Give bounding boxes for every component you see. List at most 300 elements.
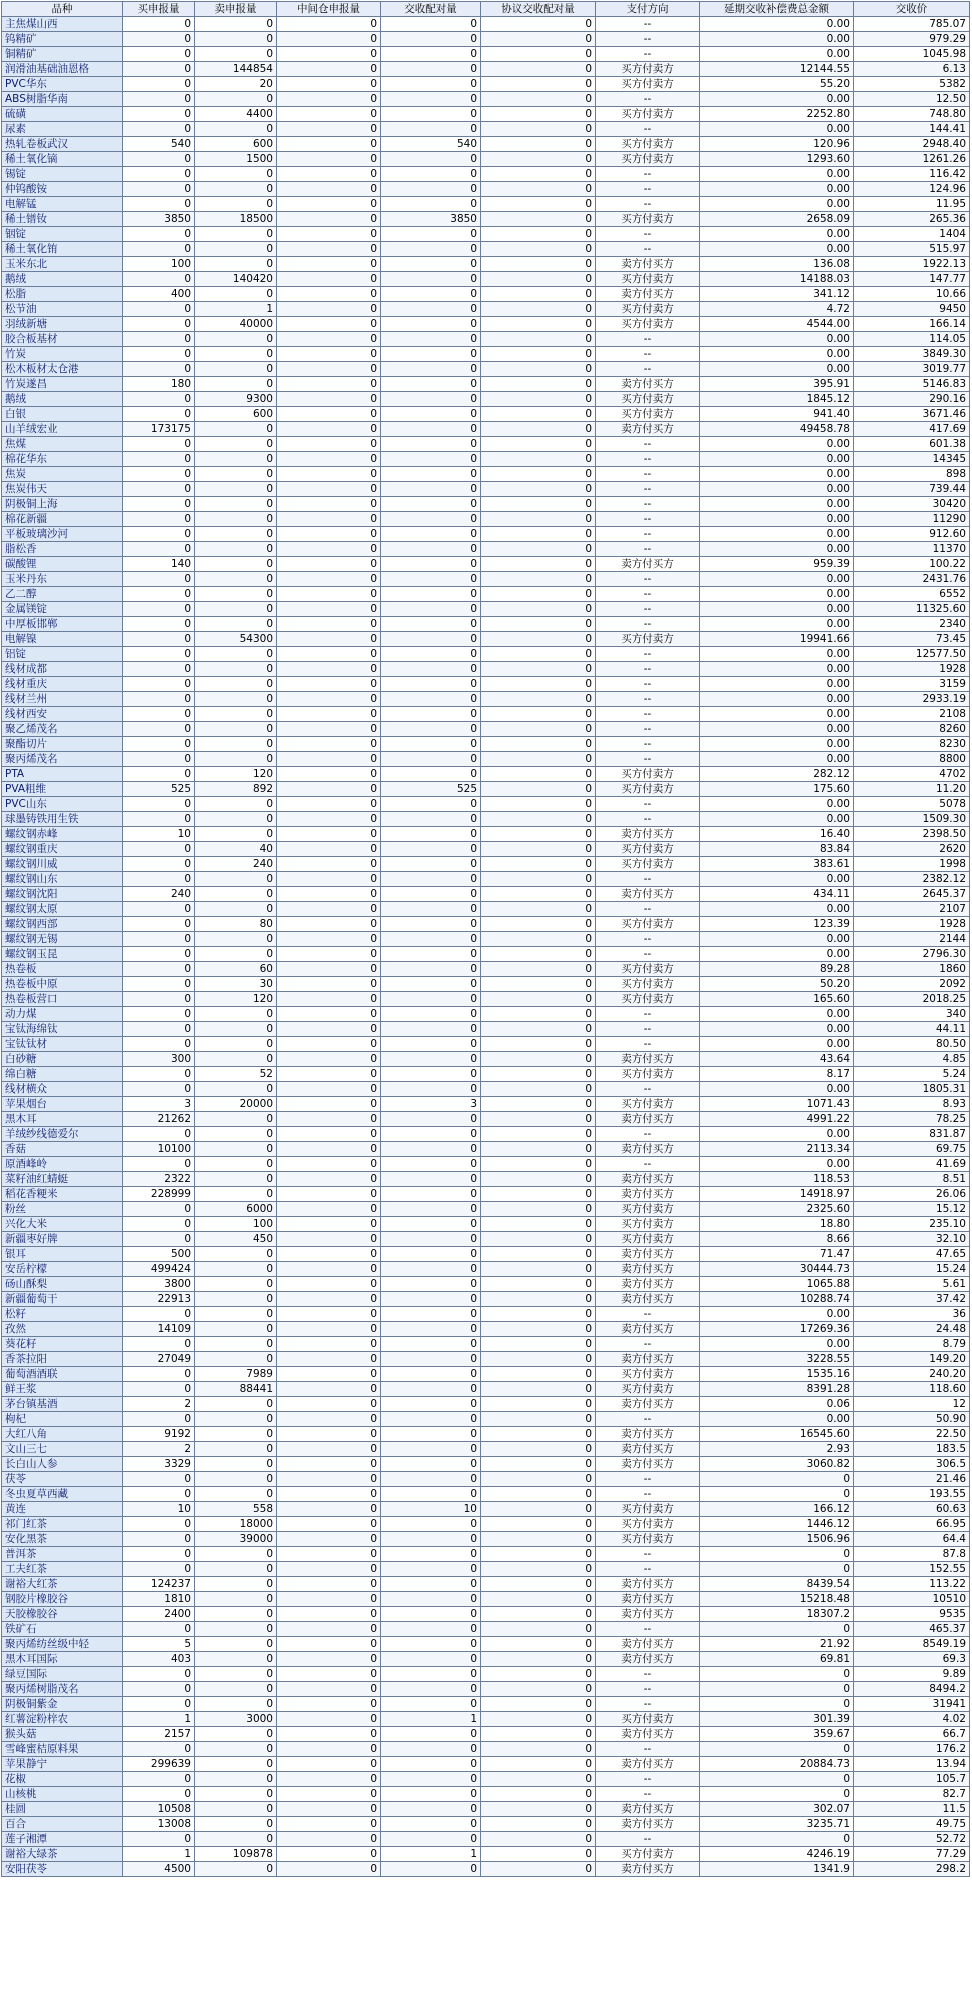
- table-row: [2, 1382, 970, 1397]
- cell-matched-qty: 0: [381, 257, 481, 272]
- cell-delivery-price: 11.5: [854, 1802, 970, 1817]
- cell-sell-declared: 0: [195, 1487, 277, 1502]
- cell-variety: 铟锭: [2, 227, 123, 242]
- cell-payment-direction: --: [596, 1307, 700, 1322]
- cell-matched-qty: 0: [381, 167, 481, 182]
- cell-matched-qty: 0: [381, 332, 481, 347]
- cell-intermediate-declared: 0: [277, 1067, 381, 1082]
- cell-payment-direction: 买方付卖方: [596, 407, 700, 422]
- cell-intermediate-declared: 0: [277, 1532, 381, 1547]
- cell-intermediate-declared: 0: [277, 437, 381, 452]
- cell-delivery-price: 2018.25: [854, 992, 970, 1007]
- cell-buy-declared: 5: [123, 1637, 195, 1652]
- cell-sell-declared: 0: [195, 1442, 277, 1457]
- cell-variety: 胶合板基材: [2, 332, 123, 347]
- cell-payment-direction: --: [596, 332, 700, 347]
- table-row: [2, 362, 970, 377]
- cell-buy-declared: 0: [123, 752, 195, 767]
- cell-delivery-price: 8230: [854, 737, 970, 752]
- cell-agreement-matched-qty: 0: [481, 122, 596, 137]
- cell-payment-direction: 买方付卖方: [596, 1532, 700, 1547]
- cell-sell-declared: 1: [195, 302, 277, 317]
- cell-delivery-price: 1805.31: [854, 1082, 970, 1097]
- cell-sell-declared: 0: [195, 242, 277, 257]
- cell-sell-declared: 39000: [195, 1532, 277, 1547]
- cell-deferred-compensation-total: 0.00: [700, 527, 854, 542]
- cell-variety: PVC华东: [2, 77, 123, 92]
- cell-agreement-matched-qty: 0: [481, 962, 596, 977]
- cell-buy-declared: 0: [123, 797, 195, 812]
- cell-buy-declared: 0: [123, 1382, 195, 1397]
- cell-payment-direction: --: [596, 1037, 700, 1052]
- cell-delivery-price: 4.02: [854, 1712, 970, 1727]
- cell-sell-declared: 600: [195, 137, 277, 152]
- cell-delivery-price: 8494.2: [854, 1682, 970, 1697]
- header-variety: 品种: [2, 2, 123, 17]
- cell-deferred-compensation-total: 0: [700, 1487, 854, 1502]
- cell-payment-direction: 买方付卖方: [596, 1712, 700, 1727]
- cell-variety: 螺纹钢山东: [2, 872, 123, 887]
- cell-variety: PVC山东: [2, 797, 123, 812]
- cell-variety: 稻花香粳米: [2, 1187, 123, 1202]
- cell-delivery-price: 11.95: [854, 197, 970, 212]
- cell-payment-direction: 卖方付买方: [596, 1802, 700, 1817]
- cell-agreement-matched-qty: 0: [481, 92, 596, 107]
- cell-variety: 焦炭: [2, 467, 123, 482]
- cell-variety: 新疆枣好牌: [2, 1232, 123, 1247]
- cell-buy-declared: 0: [123, 467, 195, 482]
- table-row: [2, 827, 970, 842]
- cell-intermediate-declared: 0: [277, 1787, 381, 1802]
- cell-agreement-matched-qty: 0: [481, 632, 596, 647]
- cell-delivery-price: 152.55: [854, 1562, 970, 1577]
- cell-payment-direction: 卖方付买方: [596, 1652, 700, 1667]
- table-row: [2, 662, 970, 677]
- cell-payment-direction: --: [596, 1682, 700, 1697]
- cell-buy-declared: 0: [123, 527, 195, 542]
- cell-intermediate-declared: 0: [277, 362, 381, 377]
- cell-payment-direction: 买方付卖方: [596, 1382, 700, 1397]
- cell-payment-direction: 买方付卖方: [596, 1202, 700, 1217]
- cell-variety: 热卷板营口: [2, 992, 123, 1007]
- cell-matched-qty: 0: [381, 1412, 481, 1427]
- table-row: [2, 542, 970, 557]
- cell-variety: 仲钨酸铵: [2, 182, 123, 197]
- cell-sell-declared: 0: [195, 1082, 277, 1097]
- cell-variety: 羽绒新塘: [2, 317, 123, 332]
- cell-matched-qty: 0: [381, 1802, 481, 1817]
- cell-variety: 白银: [2, 407, 123, 422]
- cell-buy-declared: 10100: [123, 1142, 195, 1157]
- table-header-row: [2, 2, 970, 17]
- cell-intermediate-declared: 0: [277, 812, 381, 827]
- cell-delivery-price: 32.10: [854, 1232, 970, 1247]
- cell-matched-qty: 1: [381, 1847, 481, 1862]
- cell-sell-declared: 0: [195, 1607, 277, 1622]
- cell-matched-qty: 0: [381, 107, 481, 122]
- cell-payment-direction: --: [596, 47, 700, 62]
- cell-agreement-matched-qty: 0: [481, 1547, 596, 1562]
- cell-delivery-price: 3159: [854, 677, 970, 692]
- cell-agreement-matched-qty: 0: [481, 1442, 596, 1457]
- cell-matched-qty: 0: [381, 1307, 481, 1322]
- cell-delivery-price: 166.14: [854, 317, 970, 332]
- cell-buy-declared: 0: [123, 947, 195, 962]
- cell-variety: 山羊绒宏业: [2, 422, 123, 437]
- cell-intermediate-declared: 0: [277, 1172, 381, 1187]
- cell-matched-qty: 0: [381, 227, 481, 242]
- cell-variety: 聚丙烯树脂茂名: [2, 1682, 123, 1697]
- cell-matched-qty: 0: [381, 1727, 481, 1742]
- cell-deferred-compensation-total: 0.00: [700, 692, 854, 707]
- table-row: [2, 1847, 970, 1862]
- header-delivery-price: 交收价: [854, 2, 970, 17]
- cell-agreement-matched-qty: 0: [481, 77, 596, 92]
- cell-buy-declared: 0: [123, 857, 195, 872]
- cell-variety: 主焦煤山西: [2, 17, 123, 32]
- cell-buy-declared: 1: [123, 1847, 195, 1862]
- cell-sell-declared: 120: [195, 767, 277, 782]
- cell-deferred-compensation-total: 0.00: [700, 17, 854, 32]
- cell-sell-declared: 0: [195, 617, 277, 632]
- cell-deferred-compensation-total: 959.39: [700, 557, 854, 572]
- table-row: [2, 1172, 970, 1187]
- cell-sell-declared: 0: [195, 332, 277, 347]
- cell-matched-qty: 3: [381, 1097, 481, 1112]
- cell-agreement-matched-qty: 0: [481, 617, 596, 632]
- cell-sell-declared: 0: [195, 557, 277, 572]
- cell-buy-declared: 0: [123, 272, 195, 287]
- cell-buy-declared: 2322: [123, 1172, 195, 1187]
- cell-deferred-compensation-total: 0.00: [700, 812, 854, 827]
- cell-variety: 脂松香: [2, 542, 123, 557]
- cell-delivery-price: 3019.77: [854, 362, 970, 377]
- cell-delivery-price: 149.20: [854, 1352, 970, 1367]
- cell-agreement-matched-qty: 0: [481, 917, 596, 932]
- cell-agreement-matched-qty: 0: [481, 707, 596, 722]
- cell-buy-declared: 0: [123, 1337, 195, 1352]
- cell-delivery-price: 12: [854, 1397, 970, 1412]
- cell-deferred-compensation-total: 2658.09: [700, 212, 854, 227]
- cell-intermediate-declared: 0: [277, 32, 381, 47]
- cell-variety: 热卷板中原: [2, 977, 123, 992]
- cell-agreement-matched-qty: 0: [481, 1307, 596, 1322]
- cell-matched-qty: 0: [381, 62, 481, 77]
- cell-sell-declared: 0: [195, 1472, 277, 1487]
- cell-deferred-compensation-total: 0.00: [700, 707, 854, 722]
- cell-agreement-matched-qty: 0: [481, 1382, 596, 1397]
- cell-matched-qty: 0: [381, 1202, 481, 1217]
- table-row: [2, 1802, 970, 1817]
- cell-sell-declared: 0: [195, 1157, 277, 1172]
- cell-delivery-price: 515.97: [854, 242, 970, 257]
- cell-delivery-price: 4702: [854, 767, 970, 782]
- cell-matched-qty: 0: [381, 1682, 481, 1697]
- table-row: [2, 1757, 970, 1772]
- cell-agreement-matched-qty: 0: [481, 1667, 596, 1682]
- cell-intermediate-declared: 0: [277, 707, 381, 722]
- cell-agreement-matched-qty: 0: [481, 1397, 596, 1412]
- cell-matched-qty: 0: [381, 437, 481, 452]
- cell-buy-declared: 0: [123, 962, 195, 977]
- cell-buy-declared: 240: [123, 887, 195, 902]
- cell-delivery-price: 601.38: [854, 437, 970, 452]
- cell-buy-declared: 0: [123, 32, 195, 47]
- cell-delivery-price: 5382: [854, 77, 970, 92]
- cell-intermediate-declared: 0: [277, 1667, 381, 1682]
- table-row: [2, 1292, 970, 1307]
- cell-agreement-matched-qty: 0: [481, 407, 596, 422]
- cell-intermediate-declared: 0: [277, 542, 381, 557]
- cell-payment-direction: --: [596, 692, 700, 707]
- cell-deferred-compensation-total: 166.12: [700, 1502, 854, 1517]
- cell-agreement-matched-qty: 0: [481, 1832, 596, 1847]
- cell-sell-declared: 0: [195, 1637, 277, 1652]
- cell-agreement-matched-qty: 0: [481, 1562, 596, 1577]
- cell-payment-direction: 卖方付买方: [596, 1817, 700, 1832]
- cell-buy-declared: 0: [123, 1307, 195, 1322]
- table-row: [2, 707, 970, 722]
- cell-sell-declared: 0: [195, 1007, 277, 1022]
- cell-matched-qty: 0: [381, 797, 481, 812]
- cell-agreement-matched-qty: 0: [481, 1112, 596, 1127]
- cell-agreement-matched-qty: 0: [481, 137, 596, 152]
- cell-intermediate-declared: 0: [277, 992, 381, 1007]
- cell-sell-declared: 0: [195, 92, 277, 107]
- cell-matched-qty: 0: [381, 1667, 481, 1682]
- table-row: [2, 1517, 970, 1532]
- cell-delivery-price: 6.13: [854, 62, 970, 77]
- cell-payment-direction: --: [596, 1487, 700, 1502]
- cell-intermediate-declared: 0: [277, 197, 381, 212]
- cell-buy-declared: 525: [123, 782, 195, 797]
- cell-delivery-price: 9535: [854, 1607, 970, 1622]
- cell-matched-qty: 0: [381, 497, 481, 512]
- cell-delivery-price: 64.4: [854, 1532, 970, 1547]
- cell-matched-qty: 0: [381, 872, 481, 887]
- cell-deferred-compensation-total: 0.00: [700, 182, 854, 197]
- cell-matched-qty: 0: [381, 1457, 481, 1472]
- cell-payment-direction: --: [596, 452, 700, 467]
- cell-intermediate-declared: 0: [277, 857, 381, 872]
- cell-variety: 银耳: [2, 1247, 123, 1262]
- cell-matched-qty: 0: [381, 767, 481, 782]
- cell-variety: 桂圆: [2, 1802, 123, 1817]
- cell-agreement-matched-qty: 0: [481, 977, 596, 992]
- table-row: [2, 1862, 970, 1877]
- cell-deferred-compensation-total: 19941.66: [700, 632, 854, 647]
- cell-delivery-price: 22.50: [854, 1427, 970, 1442]
- cell-sell-declared: 0: [195, 1037, 277, 1052]
- cell-buy-declared: 173175: [123, 422, 195, 437]
- cell-payment-direction: 买方付卖方: [596, 632, 700, 647]
- cell-delivery-price: 77.29: [854, 1847, 970, 1862]
- cell-buy-declared: 0: [123, 722, 195, 737]
- cell-intermediate-declared: 0: [277, 1817, 381, 1832]
- cell-matched-qty: 0: [381, 152, 481, 167]
- cell-agreement-matched-qty: 0: [481, 737, 596, 752]
- cell-payment-direction: 卖方付买方: [596, 257, 700, 272]
- cell-matched-qty: 0: [381, 32, 481, 47]
- cell-delivery-price: 26.06: [854, 1187, 970, 1202]
- table-row: [2, 1637, 970, 1652]
- table-row: [2, 737, 970, 752]
- table-row: [2, 122, 970, 137]
- cell-matched-qty: 0: [381, 77, 481, 92]
- cell-deferred-compensation-total: 89.28: [700, 962, 854, 977]
- cell-matched-qty: 0: [381, 917, 481, 932]
- cell-payment-direction: --: [596, 1337, 700, 1352]
- cell-deferred-compensation-total: 50.20: [700, 977, 854, 992]
- cell-deferred-compensation-total: 3060.82: [700, 1457, 854, 1472]
- cell-matched-qty: 0: [381, 482, 481, 497]
- cell-buy-declared: 0: [123, 647, 195, 662]
- cell-variety: 聚乙烯茂名: [2, 722, 123, 737]
- cell-buy-declared: 0: [123, 737, 195, 752]
- cell-intermediate-declared: 0: [277, 632, 381, 647]
- cell-payment-direction: --: [596, 1697, 700, 1712]
- cell-intermediate-declared: 0: [277, 1742, 381, 1757]
- table-row: [2, 1442, 970, 1457]
- cell-matched-qty: 0: [381, 1127, 481, 1142]
- cell-agreement-matched-qty: 0: [481, 872, 596, 887]
- table-row: [2, 647, 970, 662]
- cell-sell-declared: 0: [195, 377, 277, 392]
- table-row: [2, 317, 970, 332]
- cell-matched-qty: 0: [381, 587, 481, 602]
- cell-matched-qty: 10: [381, 1502, 481, 1517]
- cell-deferred-compensation-total: 0.00: [700, 1307, 854, 1322]
- table-row: [2, 1487, 970, 1502]
- cell-intermediate-declared: 0: [277, 1262, 381, 1277]
- cell-variety: PVA粗维: [2, 782, 123, 797]
- cell-agreement-matched-qty: 0: [481, 1712, 596, 1727]
- cell-variety: 棉花新疆: [2, 512, 123, 527]
- cell-sell-declared: 88441: [195, 1382, 277, 1397]
- cell-buy-declared: 0: [123, 602, 195, 617]
- cell-agreement-matched-qty: 0: [481, 857, 596, 872]
- cell-delivery-price: 2382.12: [854, 872, 970, 887]
- cell-agreement-matched-qty: 0: [481, 722, 596, 737]
- cell-delivery-price: 4.85: [854, 1052, 970, 1067]
- cell-payment-direction: --: [596, 437, 700, 452]
- cell-payment-direction: 卖方付买方: [596, 1637, 700, 1652]
- cell-payment-direction: --: [596, 347, 700, 362]
- cell-intermediate-declared: 0: [277, 452, 381, 467]
- table-row: [2, 1532, 970, 1547]
- cell-matched-qty: 0: [381, 542, 481, 557]
- cell-deferred-compensation-total: 0: [700, 1832, 854, 1847]
- cell-deferred-compensation-total: 1065.88: [700, 1277, 854, 1292]
- cell-matched-qty: 0: [381, 1337, 481, 1352]
- cell-intermediate-declared: 0: [277, 1082, 381, 1097]
- cell-agreement-matched-qty: 0: [481, 167, 596, 182]
- cell-buy-declared: 0: [123, 1007, 195, 1022]
- cell-deferred-compensation-total: 43.64: [700, 1052, 854, 1067]
- cell-deferred-compensation-total: 69.81: [700, 1652, 854, 1667]
- cell-delivery-price: 52.72: [854, 1832, 970, 1847]
- cell-buy-declared: 27049: [123, 1352, 195, 1367]
- cell-agreement-matched-qty: 0: [481, 527, 596, 542]
- table-row: [2, 1187, 970, 1202]
- cell-matched-qty: 0: [381, 377, 481, 392]
- cell-deferred-compensation-total: 0: [700, 1787, 854, 1802]
- cell-matched-qty: 0: [381, 707, 481, 722]
- cell-agreement-matched-qty: 0: [481, 1007, 596, 1022]
- table-row: [2, 92, 970, 107]
- cell-payment-direction: --: [596, 902, 700, 917]
- cell-intermediate-declared: 0: [277, 1457, 381, 1472]
- cell-sell-declared: 600: [195, 407, 277, 422]
- cell-deferred-compensation-total: 0.00: [700, 47, 854, 62]
- cell-intermediate-declared: 0: [277, 77, 381, 92]
- cell-agreement-matched-qty: 0: [481, 47, 596, 62]
- cell-variety: 钨精矿: [2, 32, 123, 47]
- cell-delivery-price: 8549.19: [854, 1637, 970, 1652]
- cell-sell-declared: 60: [195, 962, 277, 977]
- cell-delivery-price: 10510: [854, 1592, 970, 1607]
- table-row: [2, 1397, 970, 1412]
- table-row: [2, 812, 970, 827]
- cell-deferred-compensation-total: 0.00: [700, 722, 854, 737]
- cell-buy-declared: 0: [123, 497, 195, 512]
- cell-deferred-compensation-total: 1071.43: [700, 1097, 854, 1112]
- cell-buy-declared: 300: [123, 1052, 195, 1067]
- cell-payment-direction: 买方付卖方: [596, 962, 700, 977]
- cell-payment-direction: 卖方付买方: [596, 1862, 700, 1877]
- cell-agreement-matched-qty: 0: [481, 467, 596, 482]
- table-row: [2, 272, 970, 287]
- cell-matched-qty: 0: [381, 632, 481, 647]
- cell-matched-qty: 0: [381, 1262, 481, 1277]
- table-row: [2, 1337, 970, 1352]
- cell-matched-qty: 3850: [381, 212, 481, 227]
- cell-buy-declared: 0: [123, 1127, 195, 1142]
- cell-buy-declared: 0: [123, 1772, 195, 1787]
- cell-matched-qty: 0: [381, 287, 481, 302]
- cell-variety: 松籽: [2, 1307, 123, 1322]
- cell-matched-qty: 0: [381, 1577, 481, 1592]
- cell-delivery-price: 116.42: [854, 167, 970, 182]
- table-row: [2, 437, 970, 452]
- cell-agreement-matched-qty: 0: [481, 1817, 596, 1832]
- cell-sell-declared: 0: [195, 1772, 277, 1787]
- cell-sell-declared: 0: [195, 662, 277, 677]
- cell-payment-direction: 买方付卖方: [596, 317, 700, 332]
- cell-deferred-compensation-total: 0: [700, 1772, 854, 1787]
- cell-delivery-price: 2398.50: [854, 827, 970, 842]
- cell-intermediate-declared: 0: [277, 1382, 381, 1397]
- cell-delivery-price: 340: [854, 1007, 970, 1022]
- table-row: [2, 1427, 970, 1442]
- cell-deferred-compensation-total: 16.40: [700, 827, 854, 842]
- cell-payment-direction: 卖方付买方: [596, 1142, 700, 1157]
- cell-variety: 松节油: [2, 302, 123, 317]
- cell-intermediate-declared: 0: [277, 737, 381, 752]
- cell-variety: 黑木耳国际: [2, 1652, 123, 1667]
- cell-matched-qty: 0: [381, 572, 481, 587]
- cell-intermediate-declared: 0: [277, 182, 381, 197]
- cell-intermediate-declared: 0: [277, 977, 381, 992]
- cell-deferred-compensation-total: 8.66: [700, 1232, 854, 1247]
- cell-payment-direction: 买方付卖方: [596, 272, 700, 287]
- cell-sell-declared: 0: [195, 1652, 277, 1667]
- cell-intermediate-declared: 0: [277, 1607, 381, 1622]
- cell-agreement-matched-qty: 0: [481, 1757, 596, 1772]
- cell-payment-direction: --: [596, 797, 700, 812]
- cell-agreement-matched-qty: 0: [481, 752, 596, 767]
- cell-deferred-compensation-total: 12144.55: [700, 62, 854, 77]
